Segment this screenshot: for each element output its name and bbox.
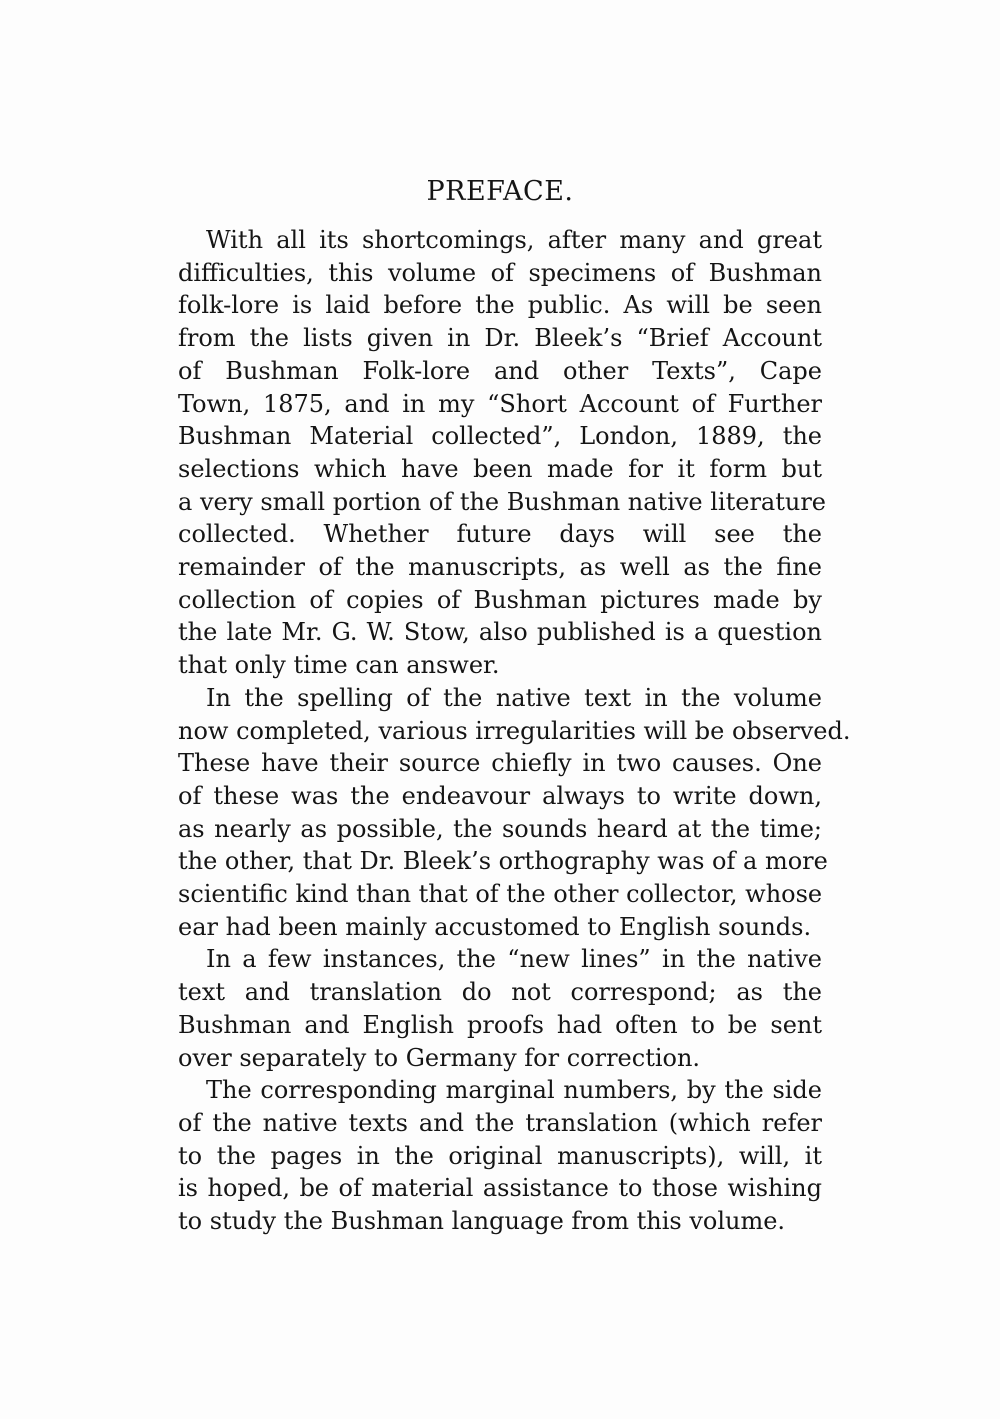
text-line: collection of copies of Bushman pictures made by xyxy=(178,585,822,614)
text-line: With all its shortcomings, after many and great xyxy=(206,226,822,254)
text-line: now completed, various irregularities will be observed. xyxy=(178,716,851,745)
text-line: In a few instances, the “new lines” in the native xyxy=(206,945,822,974)
text-line: a very small portion of the Bushman native literature xyxy=(178,487,827,516)
text-line: of Bushman Folk-lore and other Texts”, Cape xyxy=(178,356,822,385)
paragraph xyxy=(178,1074,822,1238)
paragraph xyxy=(178,682,851,944)
text-line: the other, that Dr. Bleek’s orthography was of a more xyxy=(178,847,828,876)
text-line: Bushman Material collected”, London, 1889, the xyxy=(178,422,822,451)
text-line: scientific kind than that of the other collector, whose xyxy=(178,880,823,909)
paragraph xyxy=(178,224,827,682)
text-line: collected. Whether future days will see the xyxy=(178,520,822,549)
paragraph xyxy=(178,943,822,1074)
text-line: selections which have been made for it form but xyxy=(178,454,822,483)
text-line: The corresponding marginal numbers, by the side xyxy=(206,1076,822,1105)
text-line: text and translation do not correspond; as the xyxy=(178,978,822,1007)
text-line: of these was the endeavour always to write down, xyxy=(178,781,822,810)
text-line: to study the Bushman language from this volume. xyxy=(178,1207,786,1236)
preface-body xyxy=(178,224,851,1238)
text-line: difficulties, this volume of specimens of Bushman xyxy=(178,258,822,287)
text-line: as nearly as possible, the sounds heard at the time; xyxy=(178,814,822,843)
text-line: that only time can answer. xyxy=(178,651,500,680)
text-line: over separately to Germany for correction. xyxy=(178,1043,701,1072)
text-line: folk-lore is laid before the public. As will be seen xyxy=(178,291,822,320)
page-content xyxy=(178,174,851,1238)
text-line: ear had been mainly accustomed to English sounds. xyxy=(178,912,812,941)
text-line: In the spelling of the native text in the volume xyxy=(206,683,822,712)
text-line: Town, 1875, and in my “Short Account of Further xyxy=(178,389,822,418)
text-line: of the native texts and the translation (which refer xyxy=(178,1108,822,1137)
text-line: is hoped, be of material assistance to those wishing xyxy=(178,1174,822,1203)
text-line: from the lists given in Dr. Bleek’s “Brief Account xyxy=(178,324,822,353)
text-line: remainder of the manuscripts, as well as the fine xyxy=(178,553,822,582)
page-title: PREFACE. xyxy=(426,176,574,207)
text-line: Bushman and English proofs had often to be sent xyxy=(178,1010,822,1039)
text-line: to the pages in the original manuscripts), will, it xyxy=(178,1141,822,1170)
text-line: the late Mr. G. W. Stow, also published is a question xyxy=(178,618,822,647)
text-line: These have their source chiefly in two causes. One xyxy=(178,749,822,778)
